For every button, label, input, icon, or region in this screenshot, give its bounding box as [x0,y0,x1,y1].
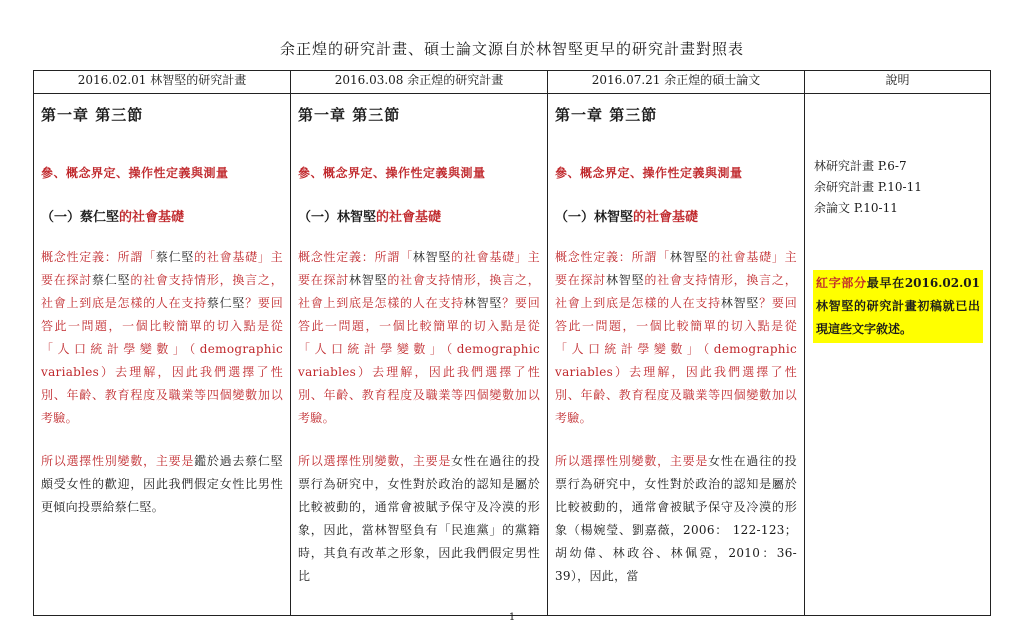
subsection-heading [41,206,184,225]
header-notes: 說明 [805,71,991,94]
para-text: 女性在過往的投票行為研究中，女性對於政治的認知是屬於比較被動的，通常會被賦予保守及冷漠的形象（楊婉瑩、劉嘉薇，2006： 122-123；胡幼偉、林政谷、林佩霓，2010：36-39），因此，當 [555,454,797,583]
para-name: 林智堅 [463,296,503,310]
para-text: 概念性定義：所謂「 [298,250,413,264]
column-notes [805,94,991,616]
section-heading: 參、概念界定、操作性定義與測量 [555,166,743,180]
subhead-suffix: 的社會基礎 [633,210,699,225]
subhead-prefix: （一） [555,210,595,225]
para-text: 的社會基礎」主要在探討 [555,250,797,287]
note-red-text: 紅字部分 [816,276,867,290]
header-yu-thesis: 2016.07.21 余正煌的碩士論文 [548,71,805,94]
column-lin-plan [34,94,291,616]
gender-paragraph [555,450,797,588]
para-text: 的社會支持情形，換言之，社會上到底是怎樣的人在支持 [555,273,797,310]
reference-line: 余研究計畫 P.10-11 [814,180,922,194]
document-title: 余正煌的研究計畫、碩士論文源自於林智堅更早的研究計畫對照表 [279,40,744,58]
table-header-row [34,71,991,94]
section-heading: 參、概念界定、操作性定義與測量 [41,166,229,180]
chapter-heading: 第一章 第三節 [555,106,658,124]
para-text: 鑑於過去蔡仁堅頗受女性的歡迎，因此我們假定女性比男性更傾向投票給蔡仁堅。 [41,454,283,514]
definition-paragraph [41,246,283,430]
header-yu-plan: 2016.03.08 余正煌的研究計畫 [291,71,548,94]
para-name: 林智堅 [412,250,452,264]
subsection-heading [555,206,698,225]
para-text: ？要回答此一問題，一個比較簡單的切入點是從「人口統計學變數」（demographic variables）去理解，因此我們選擇了性別、年齡、教育程度及職業等四個變數加以考驗。 [555,296,797,425]
reference-line: 余論文 P.10-11 [814,201,898,215]
para-text: 概念性定義：所謂「 [555,250,670,264]
para-text: 的社會支持情形，換言之，社會上到底是怎樣的人在支持 [41,273,283,310]
para-name: 林智堅 [606,273,645,287]
comparison-table [33,70,991,616]
page-number: 1 [508,612,516,623]
section-heading: 參、概念界定、操作性定義與測量 [298,166,486,180]
subhead-name: 蔡仁堅 [80,210,120,225]
gender-paragraph [41,450,283,519]
subhead-suffix: 的社會基礎 [376,210,442,225]
subhead-prefix: （一） [298,210,338,225]
definition-paragraph [298,246,540,430]
gender-paragraph [298,450,540,588]
para-text: 所以選擇性別變數，主要是 [41,454,195,468]
para-name: 林智堅 [720,296,760,310]
para-text: 所以選擇性別變數，主要是 [298,454,452,468]
subhead-name: 林智堅 [337,210,377,225]
highlighted-note [813,270,983,343]
page-references [814,156,922,219]
para-text: 概念性定義：所謂「 [41,250,156,264]
subhead-suffix: 的社會基礎 [119,210,185,225]
para-text: 的社會基礎」主要在探討 [41,250,283,287]
para-text: 女性在過往的投票行為研究中，女性對於政治的認知是屬於比較被動的，通常會被賦予保守及冷漠的形象，因此，當林智堅負有「民進黨」的黨籍時，其負有改革之形象，因此我們假定男性比 [298,454,540,583]
table-row [34,94,991,616]
para-name: 蔡仁堅 [155,250,195,264]
chapter-heading: 第一章 第三節 [41,106,144,124]
subsection-heading [298,206,441,225]
chapter-heading: 第一章 第三節 [298,106,401,124]
para-name: 林智堅 [349,273,388,287]
note-text: 最早在2016.02.01林智堅的研究計畫初稿就已出現這些文字敘述。 [816,276,980,336]
para-text: ？要回答此一問題，一個比較簡單的切入點是從「人口統計學變數」（demographic variables）去理解，因此我們選擇了性別、年齡、教育程度及職業等四個變數加以考驗。 [298,296,540,425]
column-yu-plan [291,94,548,616]
header-lin-plan: 2016.02.01 林智堅的研究計畫 [34,71,291,94]
para-name: 蔡仁堅 [206,296,246,310]
reference-line: 林研究計畫 P.6-7 [814,159,907,173]
para-name: 林智堅 [669,250,709,264]
subhead-prefix: （一） [41,210,81,225]
para-text: ？要回答此一問題，一個比較簡單的切入點是從「人口統計學變數」（demographic variables）去理解，因此我們選擇了性別、年齡、教育程度及職業等四個變數加以考驗。 [41,296,283,425]
para-text: 的社會基礎」主要在探討 [298,250,540,287]
subhead-name: 林智堅 [594,210,634,225]
para-name: 蔡仁堅 [92,273,131,287]
column-yu-thesis [548,94,805,616]
para-text: 所以選擇性別變數，主要是 [555,454,709,468]
definition-paragraph [555,246,797,430]
para-text: 的社會支持情形，換言之，社會上到底是怎樣的人在支持 [298,273,540,310]
